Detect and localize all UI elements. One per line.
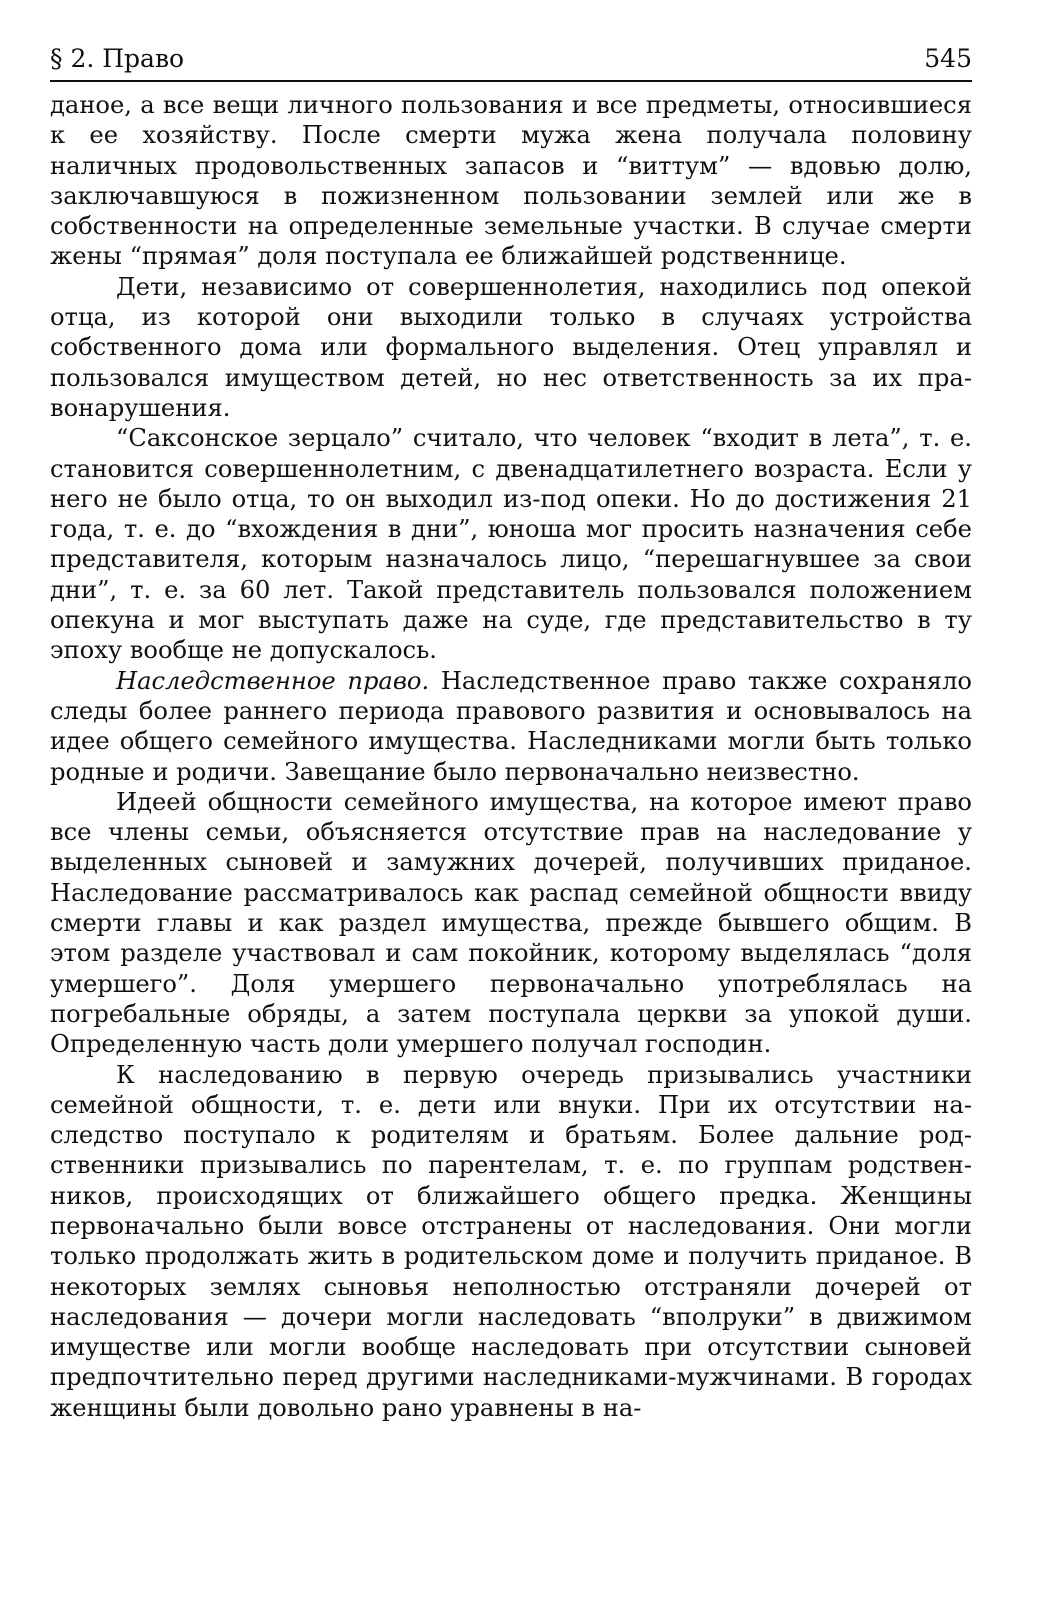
paragraph-family-property <box>50 787 972 1060</box>
paragraph-inheritance-law <box>50 666 972 787</box>
paragraph-text: даное, а все вещи личного пользования и все предметы, относившиеся к ее хозяйству. После смерти мужа жена получала половину наличных продовольственных запасов и “виттум” — вдовью долю, заключавшуюся в пожизненном пользовании землей или же в собственности на определенные земельные участки. В случае смерти жены “прямая” доля поступала ее ближайшей родственнице. <box>50 91 972 271</box>
paragraph-children-guardianship <box>50 272 972 423</box>
paragraph-dowry-widow-share <box>50 90 972 272</box>
page-number: 545 <box>924 44 972 73</box>
paragraph-text: К наследованию в первую очередь призывались участники семейной общности, т. е. дети или внуки. При их отсутствии наследство поступало к родителям и братьям. Более дальние родственники призывались по парентелам, т. е. по группам родственников, происходящих от ближайшего общего предка. Женщины первоначально были вовсе отстранены от наследования. Они могли только продолжать жить в родительском доме и получить приданое. В некоторых землях сыновья неполностью отстраняли дочерей от наследования — дочери могли наследовать “вполруки” в движимом имуществе или могли вообще наследовать при отсутствии сыновей предпочтительно перед другими наследниками-мужчинами. В городах женщины были довольно рано уравнены в на- <box>50 1060 972 1422</box>
paragraph-text: “Саксонское зерцало” считало, что человек “входит в лета”, т. е. становится совершеннолетним, с двенадцатилетнего возраста. Если у него не было отца, то он выходил из-под опеки. Но до достижения 21 года, т. е. до “вхождения в дни”, юноша мог просить назначения себе представителя, которым назначалось лицо, “перешагнувшее за свои дни”, т. е. за 60 лет. Такой представитель пользовался положением опекуна и мог выступать даже на суде, где представительство в ту эпоху вообще не допускалось. <box>50 424 972 665</box>
paragraph-text: Наследственное право также сохраняло следы более раннего периода правового развития и основывалось на идее общего семейного имущества. Наследниками могли быть только родные и родичи. Завещание было первоначально неизвестно. <box>50 666 972 786</box>
running-head <box>50 44 972 82</box>
paragraph-saxon-mirror-age <box>50 423 972 665</box>
paragraph-text: Дети, независимо от совершеннолетия, находились под опекой отца, из которой они выходили только в случаях устройства собственного дома или формального выделения. Отец управлял и пользовался имуществом детей, но нес ответственность за их правонарушения. <box>50 272 972 422</box>
run-in-heading: Наследственное право. <box>116 666 430 695</box>
book-page <box>50 44 972 1423</box>
paragraph-text: Идеей общности семейного имущества, на которое имеют право все члены семьи, объясняется отсутствие прав на наследование у выделенных сыновей и замужних дочерей, получивших приданое. Наследование рассматривалось как распад семейной общности ввиду смерти главы и как раздел имущества, прежде бывшего общим. В этом разделе участвовал и сам покойник, которому выделялась “доля умершего”. Доля умершего первоначально употреблялась на погребальные обряды, а затем поступала церкви за упокой души. Определенную часть доли умершего получал господин. <box>50 787 972 1059</box>
paragraph-order-of-succession <box>50 1060 972 1424</box>
section-title: § 2. Право <box>50 44 185 73</box>
body-text <box>50 90 972 1423</box>
